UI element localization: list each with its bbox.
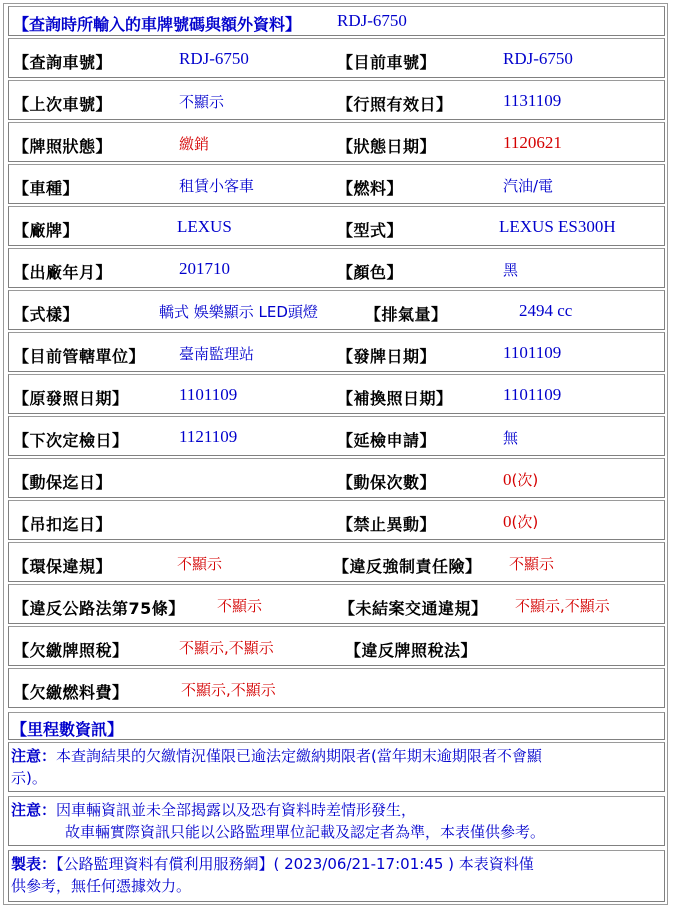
note1-text: 本查詢結果的欠繳情況僅限已逾法定繳納期限者(當年期末逾期限者不會顯 bbox=[56, 747, 542, 765]
field-label: 【出廠年月】 bbox=[13, 263, 113, 282]
field-value: 不顯示,不顯示 bbox=[515, 597, 610, 615]
data-row bbox=[8, 38, 665, 78]
data-row bbox=[8, 80, 665, 120]
field-value: 轎式 娛樂顯示 LED頭燈 bbox=[159, 303, 318, 321]
field-label: 【禁止異動】 bbox=[337, 515, 437, 534]
note2-line2: 故車輛實際資訊只能以公路監理單位記載及認定者為準，本表僅供參考。 bbox=[65, 823, 546, 841]
field-value: 無 bbox=[503, 429, 519, 447]
field-label: 【欠繳燃料費】 bbox=[13, 683, 129, 702]
note2-label: 注意： bbox=[11, 801, 57, 819]
data-row bbox=[8, 500, 665, 540]
field-label: 【目前車號】 bbox=[337, 53, 437, 72]
field-label: 【未結案交通違規】 bbox=[339, 599, 488, 618]
count-number: 0 bbox=[503, 512, 512, 531]
field-value: 不顯示 bbox=[177, 555, 223, 573]
field-label: 【排氣量】 bbox=[365, 305, 448, 324]
field-value: 不顯示 bbox=[217, 597, 263, 615]
count-number: 0 bbox=[503, 470, 512, 489]
note1-text2: 示)。 bbox=[11, 769, 47, 787]
field-label: 【顏色】 bbox=[337, 263, 404, 282]
data-row bbox=[8, 122, 665, 162]
mileage-title: 【里程數資訊】 bbox=[11, 720, 124, 739]
note1-label: 注意： bbox=[11, 747, 57, 765]
field-value: 1101109 bbox=[503, 385, 562, 404]
data-row bbox=[8, 542, 665, 582]
footer-label: 製表： bbox=[11, 855, 57, 873]
field-value: 不顯示,不顯示 bbox=[179, 639, 274, 657]
field-label: 【上次車號】 bbox=[13, 95, 113, 114]
field-value: 1131109 bbox=[503, 91, 562, 110]
field-value: 1101109 bbox=[503, 343, 562, 362]
field-label: 【發牌日期】 bbox=[337, 347, 437, 366]
field-label: 【環保違規】 bbox=[13, 557, 113, 576]
field-label: 【下次定檢日】 bbox=[13, 431, 129, 450]
header-title: 【查詢時所輸入的車牌號碼與額外資料】 bbox=[13, 15, 302, 34]
field-label: 【狀態日期】 bbox=[337, 137, 437, 156]
data-row bbox=[8, 626, 665, 666]
data-row bbox=[8, 332, 665, 372]
count-unit: (次) bbox=[511, 471, 539, 489]
field-label: 【原發照日期】 bbox=[13, 389, 129, 408]
field-label: 【違反公路法第75條】 bbox=[13, 599, 185, 618]
field-value: 租賃小客車 bbox=[179, 177, 255, 195]
field-value: 1120621 bbox=[503, 133, 562, 152]
field-label: 【違反強制責任險】 bbox=[333, 557, 482, 576]
mileage-row bbox=[8, 712, 665, 740]
data-row bbox=[8, 584, 665, 624]
field-label: 【車種】 bbox=[13, 179, 80, 198]
field-label: 【動保迄日】 bbox=[13, 473, 113, 492]
field-value: LEXUS bbox=[177, 217, 232, 236]
field-label: 【廠牌】 bbox=[13, 221, 80, 240]
field-value: 1101109 bbox=[179, 385, 238, 404]
field-value: 不顯示,不顯示 bbox=[181, 681, 276, 699]
footer-text2: 供參考，無任何憑據效力。 bbox=[11, 877, 192, 895]
field-label: 【燃料】 bbox=[337, 179, 404, 198]
field-label: 【違反牌照稅法】 bbox=[345, 641, 478, 660]
header-plate: RDJ-6750 bbox=[337, 11, 407, 30]
count-unit: (次) bbox=[511, 513, 539, 531]
data-row bbox=[8, 164, 665, 204]
field-label: 【行照有效日】 bbox=[337, 95, 453, 114]
field-value: 繳銷 bbox=[179, 135, 210, 153]
data-row bbox=[8, 248, 665, 288]
field-label: 【式樣】 bbox=[13, 305, 80, 324]
field-label: 【型式】 bbox=[337, 221, 404, 240]
field-label: 【延檢申請】 bbox=[337, 431, 437, 450]
data-row bbox=[8, 290, 665, 330]
field-label: 【查詢車號】 bbox=[13, 53, 113, 72]
field-value: 1121109 bbox=[179, 427, 238, 446]
field-label: 【欠繳牌照稅】 bbox=[13, 641, 129, 660]
field-value: 不顯示 bbox=[179, 93, 225, 111]
footer-row bbox=[8, 850, 665, 902]
field-label: 【牌照狀態】 bbox=[13, 137, 113, 156]
field-value: RDJ-6750 bbox=[503, 49, 573, 68]
header-row bbox=[8, 6, 665, 36]
field-value: 黑 bbox=[503, 261, 519, 279]
field-label: 【目前管轄單位】 bbox=[13, 347, 146, 366]
field-value: 不顯示 bbox=[509, 555, 555, 573]
field-value: 201710 bbox=[179, 259, 230, 278]
data-row bbox=[8, 374, 665, 414]
field-value: RDJ-6750 bbox=[179, 49, 249, 68]
field-value: LEXUS ES300H bbox=[499, 217, 616, 236]
count-value bbox=[503, 469, 538, 490]
data-row bbox=[8, 668, 665, 708]
count-value bbox=[503, 511, 538, 532]
data-row bbox=[8, 416, 665, 456]
footer-text: 【公路監理資料有償利用服務網】( 2023/06/21-17:01:45 ) 本表資料僅 bbox=[56, 855, 534, 873]
field-value: 汽油/電 bbox=[503, 177, 554, 195]
data-row bbox=[8, 206, 665, 246]
note1-row bbox=[8, 742, 665, 792]
note2-line1: 因車輛資訊並未全部揭露以及恐有資料時差情形發生， bbox=[56, 801, 417, 819]
field-value: 2494 cc bbox=[519, 301, 573, 320]
field-label: 【補換照日期】 bbox=[337, 389, 453, 408]
field-label: 【動保次數】 bbox=[337, 473, 437, 492]
data-row bbox=[8, 458, 665, 498]
field-value: 臺南監理站 bbox=[179, 345, 255, 363]
field-label: 【吊扣迄日】 bbox=[13, 515, 113, 534]
note2-row bbox=[8, 796, 665, 846]
